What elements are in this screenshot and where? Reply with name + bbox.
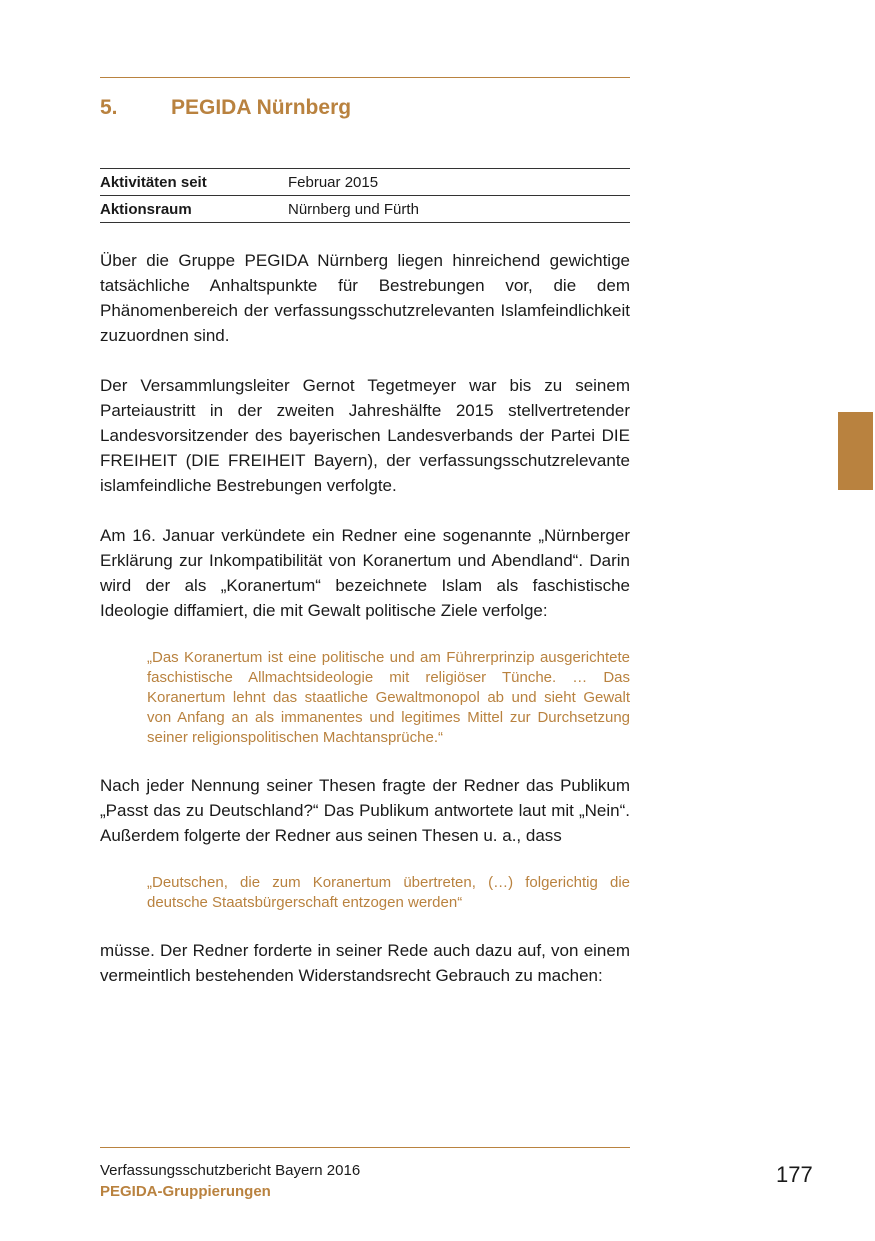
footer-rule: [100, 1147, 630, 1148]
table-key: Aktivitäten seit: [100, 174, 207, 191]
info-table: [100, 168, 630, 223]
table-row: [100, 169, 630, 196]
paragraph: Am 16. Januar verkündete ein Redner eine sogenannte „Nürnberger Erklärung zur Inkompatibilität von Koranertum und Abendland“. Darin wird der als „Koranertum“ bezeichnete Islam als faschistische Ideologie diffamiert, die mit Gewalt politische Ziele verfolge:: [100, 526, 630, 620]
section-number: 5.: [100, 96, 118, 119]
paragraph: Der Versammlungsleiter Gernot Tegetmeyer war bis zu seinem Parteiaustritt in der zweiten Jahreshälfte 2015 stellvertretender Landesvorsitzender des bayerischen Landesverbands der Partei DIE FREIHEIT (DIE FREIHEIT Bayern), der verfassungsschutzrelevante islamfeindliche Bestrebungen verfolgte.: [100, 376, 630, 495]
section-title: PEGIDA Nürnberg: [171, 96, 352, 119]
paragraph: Über die Gruppe PEGIDA Nürnberg liegen hinreichend gewichtige tatsächliche Anhaltspunkte für Bestrebungen vor, die dem Phänomenbereich der verfassungsschutzrelevanten Islamfeindlichkeit zuzuordnen sind.: [100, 251, 630, 345]
chapter-side-tab: [838, 412, 873, 490]
table-row: [100, 196, 630, 223]
paragraph: Nach jeder Nennung seiner Thesen fragte der Redner das Publikum „Passt das zu Deutschland?“ Das Publikum antwortete laut mit „Nein“. Außerdem folgerte der Redner aus seinen Thesen u. a., dass: [100, 776, 630, 845]
table-key: Aktionsraum: [100, 201, 192, 218]
block-quote: „Das Koranertum ist eine politische und am Führerprinzip ausgerichtete faschistische Allmachtsideologie mit religiöser Tünche. … Das Koranertum lehnt das staatliche Gewaltmonopol ab und sieht Gewalt von Anfang an als immanentes und legitimes Mittel zur Durchsetzung seiner religionspolitischen Machtansprüche.“: [147, 649, 630, 746]
footer-publication: Verfassungsschutzbericht Bayern 2016: [100, 1162, 361, 1179]
page-number: 177: [776, 1162, 813, 1187]
paragraph: müsse. Der Redner forderte in seiner Rede auch dazu auf, von einem vermeintlich bestehenden Widerstandsrecht Gebrauch zu machen:: [100, 941, 630, 985]
top-rule: [100, 77, 630, 78]
block-quote: „Deutschen, die zum Koranertum übertreten, (…) folgerichtig die deutsche Staatsbürgerschaft entzogen werden“: [147, 874, 630, 911]
body-text: [100, 248, 630, 1013]
table-value: Februar 2015: [288, 174, 379, 191]
footer-chapter: PEGIDA-Gruppierungen: [100, 1183, 271, 1200]
section-heading: [100, 96, 630, 120]
table-value: Nürnberg und Fürth: [288, 201, 419, 218]
